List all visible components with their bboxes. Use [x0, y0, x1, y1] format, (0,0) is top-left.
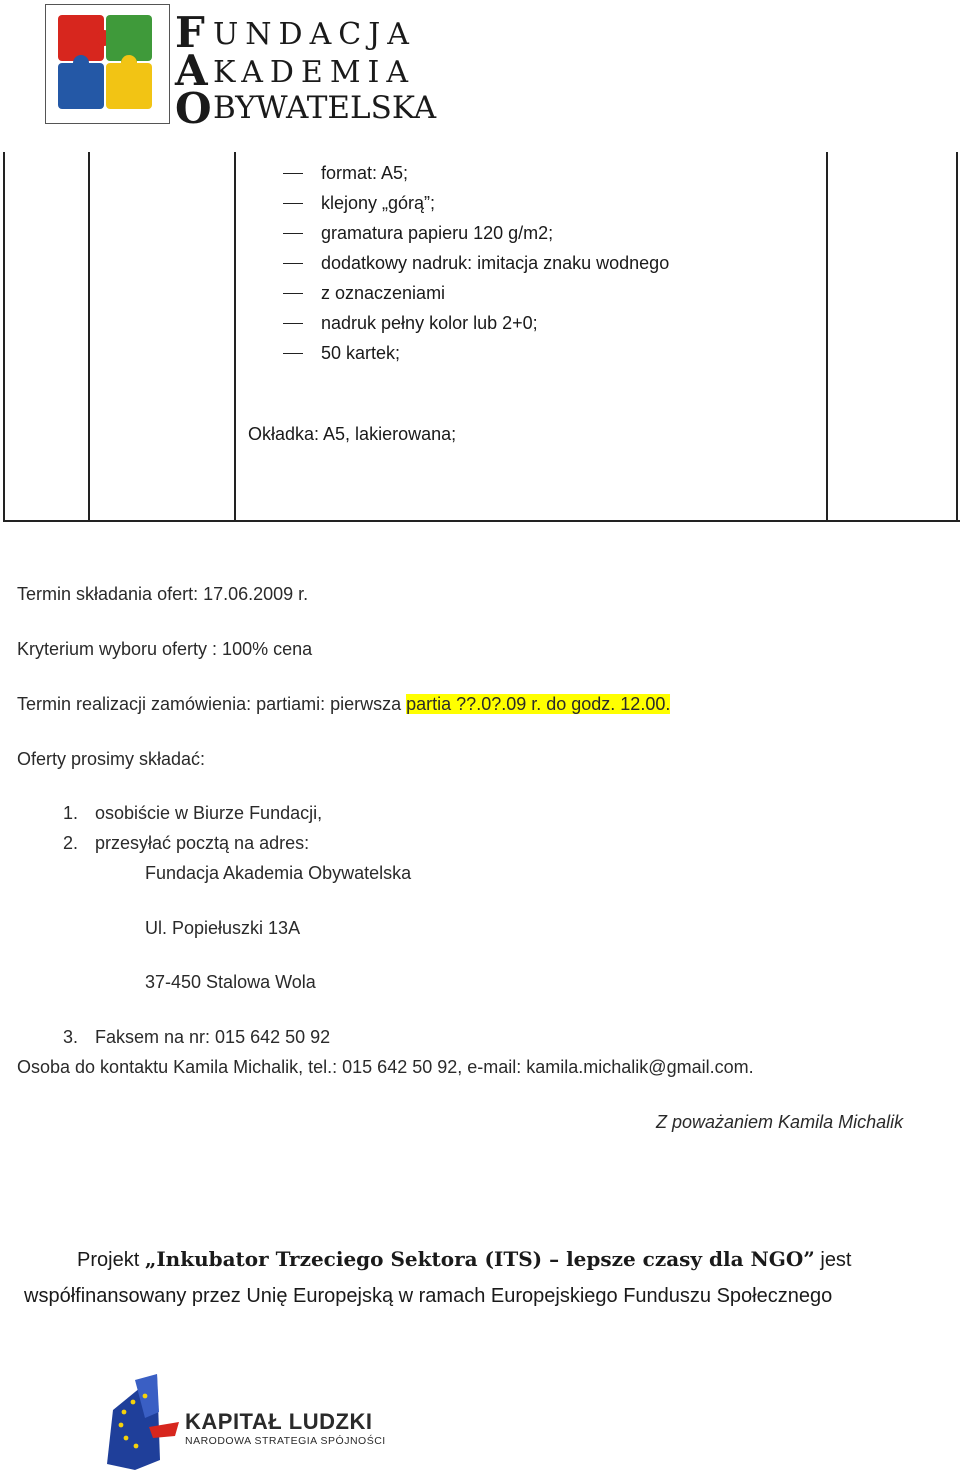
table-border-col3	[826, 152, 828, 522]
list-item: 50 kartek;	[283, 338, 669, 368]
selection-criterion: Kryterium wyboru oferty : 100% cena	[17, 639, 313, 659]
list-item: gramatura papieru 120 g/m2;	[283, 218, 669, 248]
address-line: 37-450 Stalowa Wola	[145, 972, 316, 992]
logo-letter-o: O	[175, 84, 212, 133]
dash-bullet	[283, 233, 303, 234]
logo-word-bywatelska: BYWATELSKA	[213, 90, 437, 126]
logo-word-kademia: KADEMIA	[213, 55, 416, 90]
logo-letter-a: A	[175, 46, 208, 95]
puzzle-icon	[54, 11, 162, 119]
puzzle-knob	[121, 55, 137, 71]
kl-title: KAPITAŁ LUDZKI	[185, 1409, 373, 1434]
dash-bullet	[283, 203, 303, 204]
submit-heading: Oferty prosimy składać:	[17, 749, 206, 769]
highlighted-date: partia ??.0?.09 r. do godz. 12.00.	[406, 694, 671, 714]
dash-bullet	[283, 293, 303, 294]
list-item: z oznaczeniami	[283, 278, 669, 308]
spec-list	[283, 158, 669, 368]
puzzle-knob	[73, 55, 89, 71]
specification-table	[0, 152, 960, 522]
cover-spec: Okładka: A5, lakierowana;	[248, 424, 457, 444]
submit-option-1: 1. osobiście w Biurze Fundacji,	[63, 803, 323, 823]
foundation-logo	[45, 4, 450, 133]
submit-option-3: 3. Faksem na nr: 015 642 50 92	[63, 1027, 331, 1047]
submit-option-2: 2. przesyłać pocztą na adres:	[63, 833, 310, 853]
address-line: Ul. Popiełuszki 13A	[145, 918, 301, 938]
dash-bullet	[283, 263, 303, 264]
offer-deadline: Termin składania ofert: 17.06.2009 r.	[17, 584, 309, 604]
list-item: klejony „górą”;	[283, 188, 669, 218]
puzzle-logo-frame	[45, 4, 170, 124]
kapital-ludzki-logo	[105, 1372, 395, 1472]
logo-letter-f: F	[175, 8, 205, 57]
address-line: Fundacja Akademia Obywatelska	[145, 863, 412, 883]
list-item: dodatkowy nadruk: imitacja znaku wodnego	[283, 248, 669, 278]
list-item: nadruk pełny kolor lub 2+0;	[283, 308, 669, 338]
project-title: „Inkubator Trzeciego Sektora (ITS) – lepsze czasy dla NGO”	[144, 1247, 815, 1271]
table-border-col1	[88, 152, 90, 522]
contact-line: Osoba do kontaktu Kamila Michalik, tel.: 015 642 50 92, e-mail: kamila.michalik@gmail.com.	[17, 1057, 754, 1077]
dash-bullet	[283, 323, 303, 324]
logo-word-undacja: UNDACJA	[213, 17, 416, 52]
table-border-left	[3, 152, 5, 522]
dash-bullet	[283, 173, 303, 174]
dash-bullet	[283, 353, 303, 354]
table-border-col2	[234, 152, 236, 522]
realization-term: Termin realizacji zamówienia: partiami: pierwsza partia ??.0?.09 r. do godz. 12.00.	[17, 694, 671, 714]
kl-subtitle: NARODOWA STRATEGIA SPÓJNOŚCI	[185, 1435, 386, 1447]
kapital-ludzki-emblem-icon	[105, 1372, 180, 1472]
table-border-right	[956, 152, 958, 522]
list-item: format: A5;	[283, 158, 669, 188]
signature: Z poważaniem Kamila Michalik	[656, 1112, 904, 1132]
project-line-1: Projekt „Inkubator Trzeciego Sektora (ITS) – lepsze czasy dla NGO” jest	[77, 1247, 852, 1271]
table-border-bottom	[3, 520, 960, 522]
project-line-2: współfinansowany przez Unię Europejską w ramach Europejskiego Funduszu Społecznego	[24, 1285, 833, 1307]
